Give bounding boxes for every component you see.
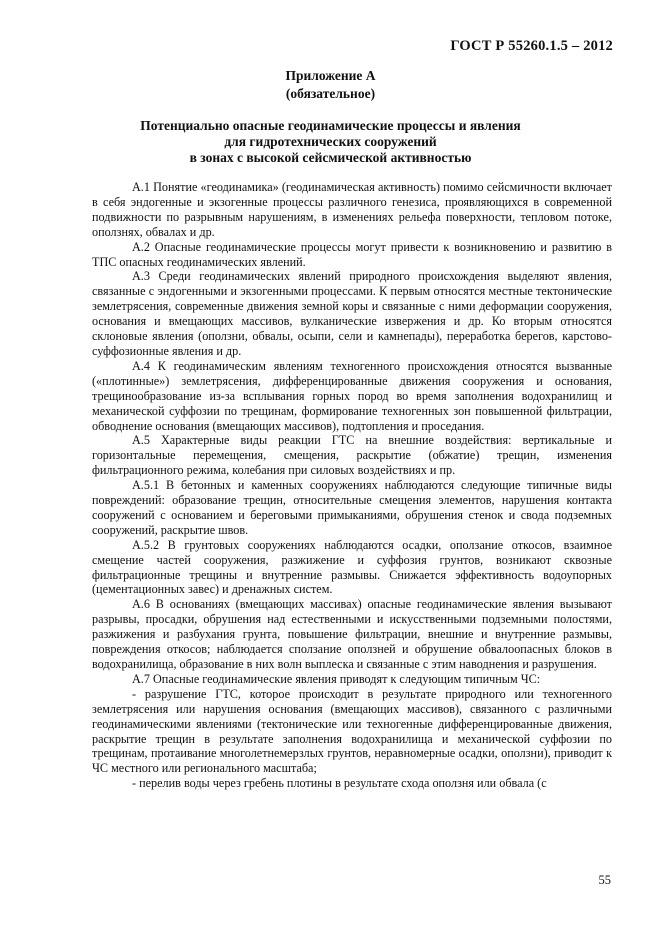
document-title-line: для гидротехнических сооружений [224,134,437,149]
paragraph-a3: А.3 Среди геодинамических явлений природного происхождения выделяют явления, связанные с эндогенными и экзогенными процессами. К первым относятся местные тектонические землетрясения, современные движения земной коры и связанные с ними деформации сооружения, основания и вмещающих массивов, вулканические извержения и др. Ко вторым относятся склоновые явления (оползни, обвалы, осыпи, сели и камнепады), переработка берегов, карстово-суффозионные явления и др. [92,269,612,358]
document-title [0,118,661,166]
appendix-status: (обязательное) [285,86,376,101]
appendix-title: Приложение А [285,68,376,83]
list-item: - перелив воды через гребень плотины в результате схода оползня или обвала (с [132,776,547,791]
document-title-line: Потенциально опасные геодинамические процессы и явления [140,118,521,133]
paragraph-a4: А.4 К геодинамическим явлениям техногенного происхождения относятся вызванные («плотинные») землетрясения, дифференцированные движения сооружения и основания, трещинообразование из-за всплывания горных пород во время заполнения водохранилищ и механической суффозии по трещинам, формирование техногенных зон повышенной фильтрации, обводнение основания (вмещающих массивов), подтопления и проседания. [92,358,612,433]
paragraph-a5-1: А.5.1 В бетонных и каменных сооружениях наблюдаются следующие типичные виды повреждений: образование трещин, относительные смещения элементов, нарушения контакта сооружений с основанием и береговыми примыканиями, обрушения стенок и свода подземных сооружений, раскрытие швов. [92,478,612,537]
paragraph-a7: А.7 Опасные геодинамические явления приводят к следующим типичным ЧС: [132,671,541,686]
page-number: 55 [598,873,611,887]
paragraph-a6: А.6 В основаниях (вмещающих массивах) опасные геодинамические явления вызывают разрывы, просадки, обрушения над естественными и искусственными подземными полостями, разжижения и разбухания грунта, повышение фильтрации, внешние и внутренние размывы, повреждения откосов; наблюдается сползание оползней и обрушение обвалоопасных блоков в водохранилища, образование в них волн выплеска и связанные с этим наводнения и разрушения. [92,597,612,671]
body-text [92,180,612,791]
document-title-line: в зонах с высокой сейсмической активностью [189,150,472,165]
paragraph-a2: А.2 Опасные геодинамические процессы могут привести к возникновению и развитию в ТПС опасных геодинамических явлений. [92,239,612,269]
paragraph-a1: А.1 Понятие «геодинамика» (геодинамическая активность) помимо сейсмичности включает в себя эндогенные и экзогенные процессы различного генезиса, проявляющихся в современной подвижности по разрывным нарушениям, в изменениях рельефа поверхности, тепловом потоке, оползнях, обвалах и др. [92,180,612,239]
paragraph-a5-2: А.5.2 В грунтовых сооружениях наблюдаются осадки, оползание откосов, взаимное смещение частей сооружения, разжижение и суффозия грунтов, возникают сквозные фильтрационные трещины и внутренние размывы. Снижается эффективность водоупорных (цементационных завес) и дренажных систем. [92,537,612,597]
paragraph-a5: А.5 Характерные виды реакции ГТС на внешние воздействия: вертикальные и горизонтальные перемещения, смещения, раскрытие (обжатие) трещин, изменения фильтрационного режима, колебания при силовых воздействиях и пр. [92,433,612,478]
list-item: - разрушение ГТС, которое происходит в результате природного или техногенного землетрясения или нарушения основания (вмещающих массивов), связанного с различными геодинамическими явлениями (тектонические или техногенные дифференцированные движения, раскрытие трещин в результате заполнения водохранилища и механической суффозии по трещинам, протаивание многолетнемерзлых грунтов, неравномерные осадки, оползни), приводит к ЧС местного или регионального масштаба; [92,686,612,776]
standard-number: ГОСТ Р 55260.1.5 – 2012 [450,38,613,54]
